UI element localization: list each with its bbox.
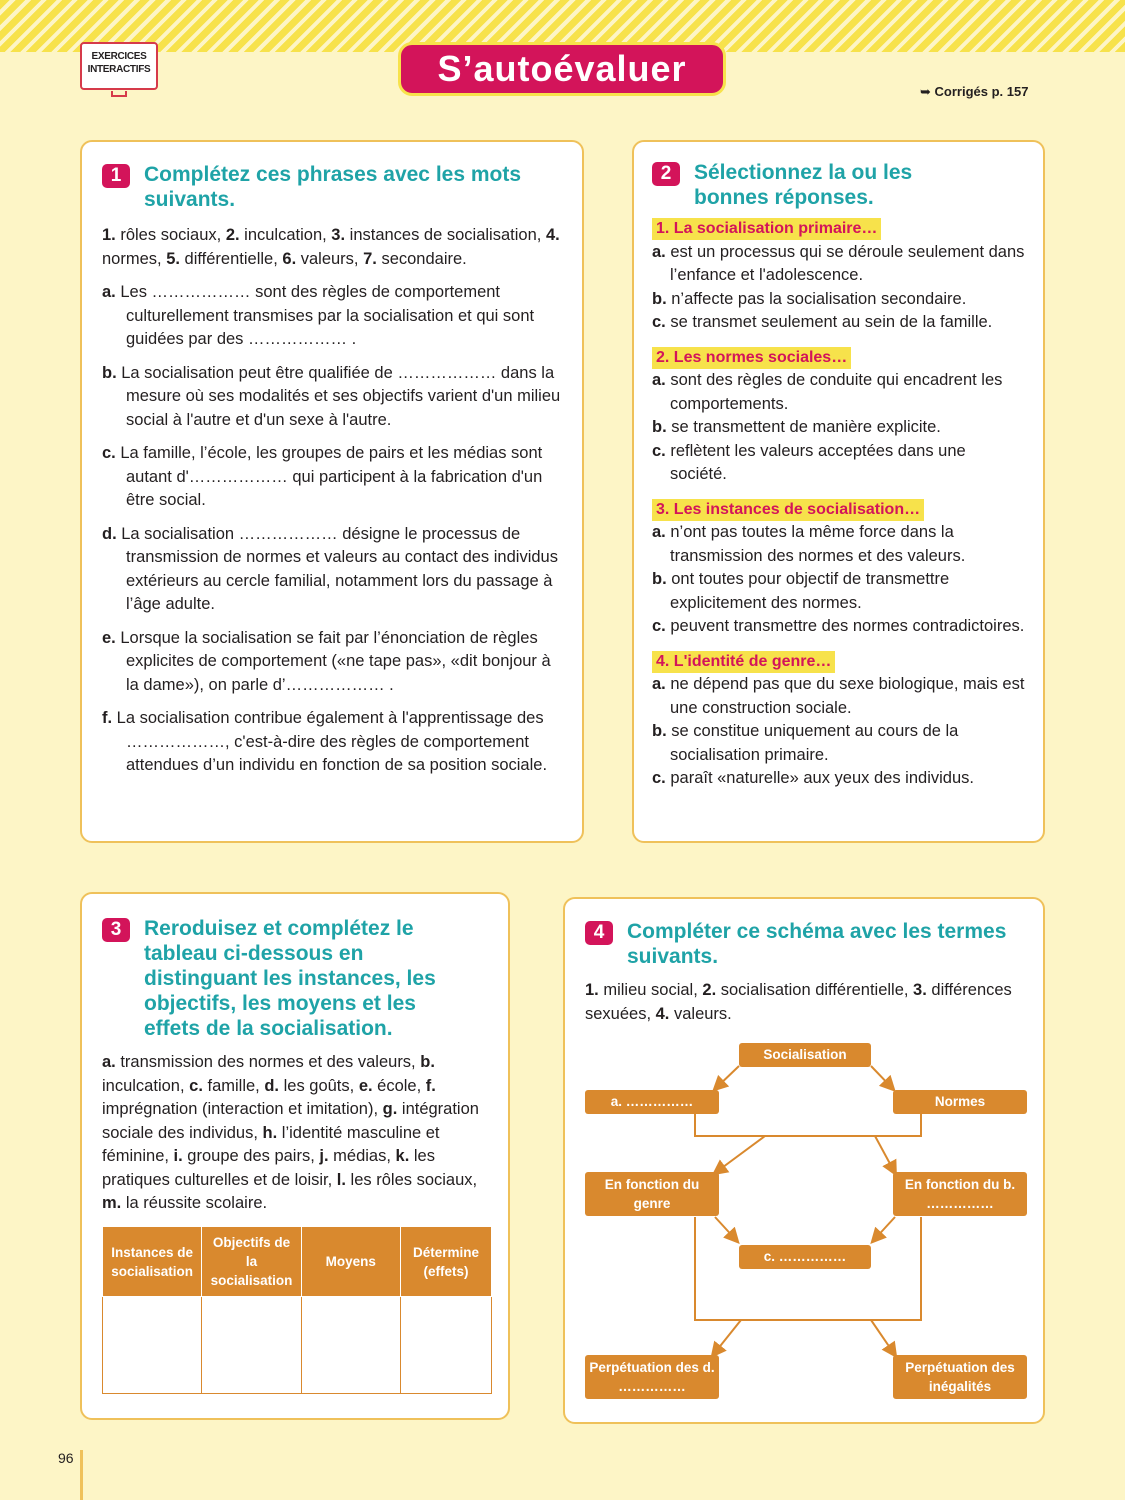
exercise-title: Complétez ces phrases avec les mots suivants. <box>144 163 522 211</box>
fill-in-items <box>102 281 562 778</box>
answer-option[interactable] <box>652 673 1025 720</box>
node-normes: Normes <box>893 1090 1027 1114</box>
option-letter: b. <box>652 722 667 740</box>
item-text: secondaire. <box>376 249 467 268</box>
exercise-title: Sélectionnez la ou les bonnes réponses. <box>694 161 913 209</box>
socialisation-table <box>102 1226 492 1394</box>
item-number: m. <box>102 1194 122 1212</box>
item-number: 3. <box>331 226 346 244</box>
question-title: 2. Les normes sociales… <box>652 347 851 369</box>
table-cell[interactable] <box>103 1297 202 1394</box>
node-a: a. …………… <box>585 1090 719 1114</box>
page-title: S’autoévaluer <box>398 42 726 96</box>
item-text: école, <box>372 1076 426 1095</box>
fill-in-item <box>102 627 562 698</box>
option-letter: a. <box>652 371 666 389</box>
option-letter: c. <box>652 441 666 460</box>
corriges-link[interactable]: ➥ Corrigés p. 157 <box>920 84 1029 99</box>
page-margin-line <box>80 1450 83 1500</box>
option-text: ont toutes pour objectif de transmettre explicitement des normes. <box>666 570 950 612</box>
option-text: est un processus qui se déroule seulement dans l’enfance et l'adolescence. <box>665 242 1025 284</box>
item-number: l. <box>336 1170 346 1189</box>
exercise-number: 1 <box>102 164 130 188</box>
item-letter: b. <box>102 363 122 382</box>
answer-option[interactable] <box>652 369 1025 416</box>
answer-option[interactable] <box>652 241 1025 288</box>
node-genre: En fonction du genre <box>585 1172 719 1216</box>
table-cell[interactable] <box>400 1297 491 1394</box>
item-text: Les ……………… sont des règles de comportement culturellement transmises par la socialisation et qui sont guidées par des ……………… . <box>120 283 535 348</box>
item-number: 3. <box>913 981 927 999</box>
question <box>652 210 1025 335</box>
option-text: peuvent transmettre des normes contradictoires. <box>665 617 1025 635</box>
item-text: La socialisation ……………… désigne le processus de transmission de normes et valeurs au contact des individus extérieurs au cercle familial, notamment lors du passage à l’âge adulte. <box>121 524 558 613</box>
answer-option[interactable] <box>652 521 1025 568</box>
item-text: valeurs. <box>669 1004 732 1023</box>
node-b: En fonction du b. …………… <box>893 1172 1027 1216</box>
item-text: intégration sociale des individus, <box>102 1100 479 1142</box>
node-perpetuation-d: Perpétuation des d. …………… <box>585 1355 719 1399</box>
item-text: l’identité masculine et féminine, <box>102 1123 440 1165</box>
item-number: 6. <box>282 249 297 268</box>
item-text: valeurs, <box>296 249 364 268</box>
table-cell[interactable] <box>301 1297 400 1394</box>
item-letter: a. <box>102 283 121 301</box>
question <box>652 643 1025 791</box>
item-number: 4. <box>655 1004 670 1023</box>
answer-option[interactable] <box>652 416 1025 440</box>
item-text: différences sexuées, <box>585 981 1012 1023</box>
option-text: n’ont pas toutes la même force dans la transmission des normes et des valeurs. <box>665 523 966 565</box>
fill-in-item <box>102 281 562 352</box>
term-list <box>102 1051 488 1216</box>
item-text: instances de socialisation, <box>345 226 546 244</box>
option-text: se transmet seulement au sein de la famille. <box>665 313 993 331</box>
option-letter: c. <box>652 313 666 331</box>
interactive-exercises-badge[interactable] <box>80 42 158 90</box>
item-text: inculcation, <box>239 226 332 244</box>
option-text: reflètent les valeurs acceptées dans une société. <box>665 441 966 483</box>
option-letter: a. <box>652 523 666 541</box>
item-number: 5. <box>166 249 180 268</box>
table-header-row <box>103 1227 492 1297</box>
badge-line-2: INTERACTIFS <box>87 64 151 75</box>
item-letter: c. <box>102 444 121 462</box>
question <box>652 491 1025 639</box>
item-number: j. <box>319 1147 329 1165</box>
exercise-number: 4 <box>585 921 613 945</box>
fill-in-item <box>102 523 562 617</box>
option-letter: a. <box>652 675 666 693</box>
col-moyens: Moyens <box>301 1227 400 1297</box>
item-text: milieu social, <box>598 981 703 999</box>
item-number: 2. <box>225 226 240 244</box>
node-socialisation: Socialisation <box>739 1043 871 1067</box>
option-text: n’affecte pas la socialisation secondaire. <box>666 289 967 308</box>
table-row <box>103 1297 492 1394</box>
item-text: rôles sociaux, <box>115 226 226 244</box>
node-c: c. …………… <box>739 1245 871 1269</box>
item-number: e. <box>358 1076 373 1095</box>
item-text: la réussite scolaire. <box>121 1194 268 1212</box>
option-letter: c. <box>652 769 666 787</box>
item-text: socialisation différentielle, <box>716 981 914 999</box>
item-letter: d. <box>102 524 122 543</box>
item-text: normes, <box>102 249 167 268</box>
option-letter: a. <box>652 242 666 261</box>
option-text: paraît «naturelle» aux yeux des individus. <box>665 769 974 787</box>
item-letter: e. <box>102 628 121 647</box>
col-instances: Instances de socialisation <box>103 1227 202 1297</box>
item-number: b. <box>420 1053 435 1071</box>
item-text: inculcation, <box>102 1076 190 1095</box>
item-number: i. <box>173 1147 183 1165</box>
item-text: différentielle, <box>179 249 283 268</box>
item-number: c. <box>189 1076 203 1095</box>
item-text: famille, <box>202 1076 265 1095</box>
item-number: d. <box>264 1076 280 1095</box>
item-text: groupe des pairs, <box>182 1147 320 1165</box>
option-letter: b. <box>652 289 667 308</box>
exercise-number: 2 <box>652 162 680 186</box>
node-perpetuation-inegalites: Perpétuation des inégalités <box>893 1355 1027 1399</box>
item-number: a. <box>102 1053 116 1071</box>
exercise-3-box <box>80 892 510 1420</box>
exercise-4-box <box>563 897 1045 1424</box>
badge-line-1: EXERCICES <box>91 51 147 62</box>
item-text: les rôles sociaux, <box>345 1170 478 1189</box>
col-objectifs: Objectifs de la socialisation <box>202 1227 301 1297</box>
fill-in-item <box>102 442 562 513</box>
exercise-number: 3 <box>102 918 130 942</box>
item-text: les pratiques culturelles et de loisir, <box>102 1147 435 1189</box>
item-number: k. <box>395 1147 410 1165</box>
table-cell[interactable] <box>202 1297 301 1394</box>
exercise-1-header <box>102 162 562 212</box>
item-text: médias, <box>328 1147 396 1165</box>
option-letter: b. <box>652 418 667 436</box>
exercise-title: Reroduisez et complétez le tableau ci-dessous en distinguant les instances, les objectifs, les moyens et les effets de la socialisation. <box>144 917 436 1040</box>
option-letter: b. <box>652 570 667 588</box>
exercise-1-box <box>80 140 584 843</box>
item-number: 4. <box>545 226 560 244</box>
item-text: Lorsque la socialisation se fait par l’énonciation de règles explicites de comportement («ne tape pas», «dit bonjour à la dame»), on parle d’……………… . <box>120 628 551 694</box>
item-text: La socialisation contribue également à l'apprentissage des ………………, c'est-à-dire des règles de comportement attendues d’un individu en fonction de sa position sociale. <box>116 709 548 774</box>
item-text: les goûts, <box>279 1076 359 1095</box>
exercise-2-header <box>652 160 1025 210</box>
item-text: La socialisation peut être qualifiée de ……………… dans la mesure où ses modalités et ses objectifs varient d'un milieu social à l'autre et d'un sexe à l'autre. <box>121 363 561 429</box>
answer-option[interactable] <box>652 767 1025 791</box>
page-number: 96 <box>58 1450 74 1466</box>
item-letter: f. <box>102 709 117 727</box>
mcq-list <box>652 210 1025 791</box>
answer-option[interactable] <box>652 568 1025 615</box>
exercise-2-box <box>632 140 1045 843</box>
option-text: se transmettent de manière explicite. <box>666 418 941 436</box>
answer-option[interactable] <box>652 440 1025 487</box>
option-text: sont des règles de conduite qui encadrent les comportements. <box>665 371 1003 413</box>
item-number: 1. <box>585 981 599 999</box>
diagram-connectors <box>565 899 1047 1426</box>
fill-in-item <box>102 707 562 778</box>
item-number: 7. <box>363 249 377 268</box>
option-letter: c. <box>652 617 666 635</box>
question-title: 3. Les instances de socialisation… <box>652 499 924 521</box>
fill-in-item <box>102 362 562 433</box>
question-title: 4. L'identité de genre… <box>652 651 835 673</box>
answer-option[interactable] <box>652 311 1025 335</box>
col-effets: Détermine (effets) <box>400 1227 491 1297</box>
option-text: se constitue uniquement au cours de la socialisation primaire. <box>666 722 959 764</box>
item-number: h. <box>262 1123 278 1142</box>
item-number: f. <box>425 1076 436 1095</box>
item-text: imprégnation (interaction et imitation), <box>102 1100 383 1118</box>
exercise-3-header <box>102 916 488 1041</box>
question <box>652 339 1025 487</box>
option-text: ne dépend pas que du sexe biologique, mais est une construction sociale. <box>665 675 1025 717</box>
answer-option[interactable] <box>652 615 1025 639</box>
item-number: 2. <box>702 981 717 999</box>
answer-option[interactable] <box>652 720 1025 767</box>
exercise-title: Compléter ce schéma avec les termes suivants. <box>627 920 1007 968</box>
answer-option[interactable] <box>652 288 1025 312</box>
item-number: 1. <box>102 226 116 244</box>
monitor-stand-icon <box>111 91 127 97</box>
item-number: g. <box>382 1100 398 1118</box>
question-title: 1. La socialisation primaire… <box>652 218 881 240</box>
item-text: transmission des normes et des valeurs, <box>115 1053 421 1071</box>
word-list <box>102 224 562 271</box>
item-text: La famille, l’école, les groupes de pairs et les médias sont autant d'……………… qui participent à la fabrication d'un être social. <box>120 444 543 509</box>
